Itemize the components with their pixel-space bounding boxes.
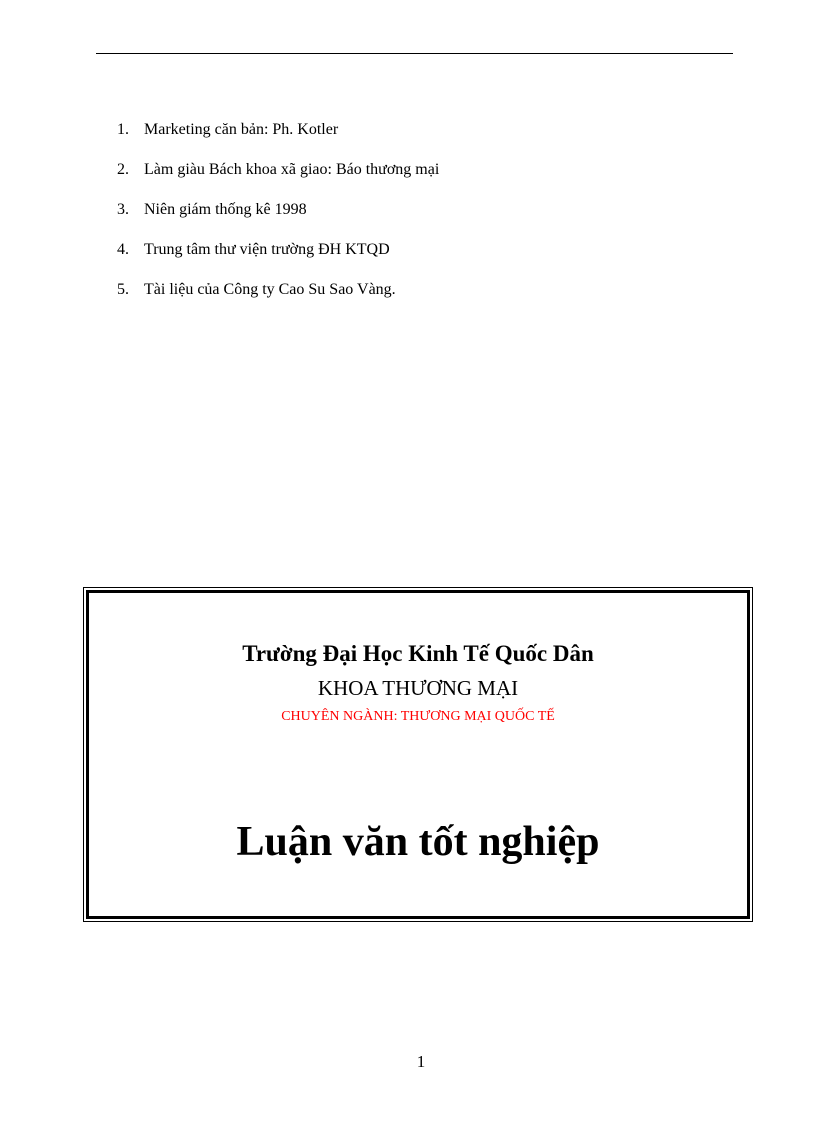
reference-text: Marketing căn bản: Ph. Kotler xyxy=(144,121,339,138)
reference-text: Trung tâm thư viện trường ĐH KTQD xyxy=(144,241,390,258)
reference-text: Làm giàu Bách khoa xã giao: Báo thương mại xyxy=(144,161,440,178)
reference-number: 5. xyxy=(117,281,129,298)
reference-item xyxy=(117,278,439,318)
page-number: 1 xyxy=(416,1052,426,1071)
reference-item xyxy=(117,198,439,238)
reference-number: 2. xyxy=(117,161,129,178)
reference-item xyxy=(117,238,439,278)
reference-text: Niên giám thống kê 1998 xyxy=(144,201,307,218)
reference-number: 4. xyxy=(117,241,129,258)
reference-number: 1. xyxy=(117,121,129,138)
thesis-title: Luận văn tốt nghiệp xyxy=(236,819,600,865)
faculty-name: KHOA THƯƠNG MẠI xyxy=(317,676,519,700)
major-name: CHUYÊN NGÀNH: THƯƠNG MẠI QUỐC TẾ xyxy=(281,709,555,724)
reference-list xyxy=(117,118,439,318)
reference-text: Tài liệu của Công ty Cao Su Sao Vàng. xyxy=(144,281,396,298)
header-rule xyxy=(96,53,733,54)
reference-number: 3. xyxy=(117,201,129,218)
reference-item xyxy=(117,158,439,198)
school-name: Trường Đại Học Kinh Tế Quốc Dân xyxy=(242,641,594,666)
reference-item xyxy=(117,118,439,158)
